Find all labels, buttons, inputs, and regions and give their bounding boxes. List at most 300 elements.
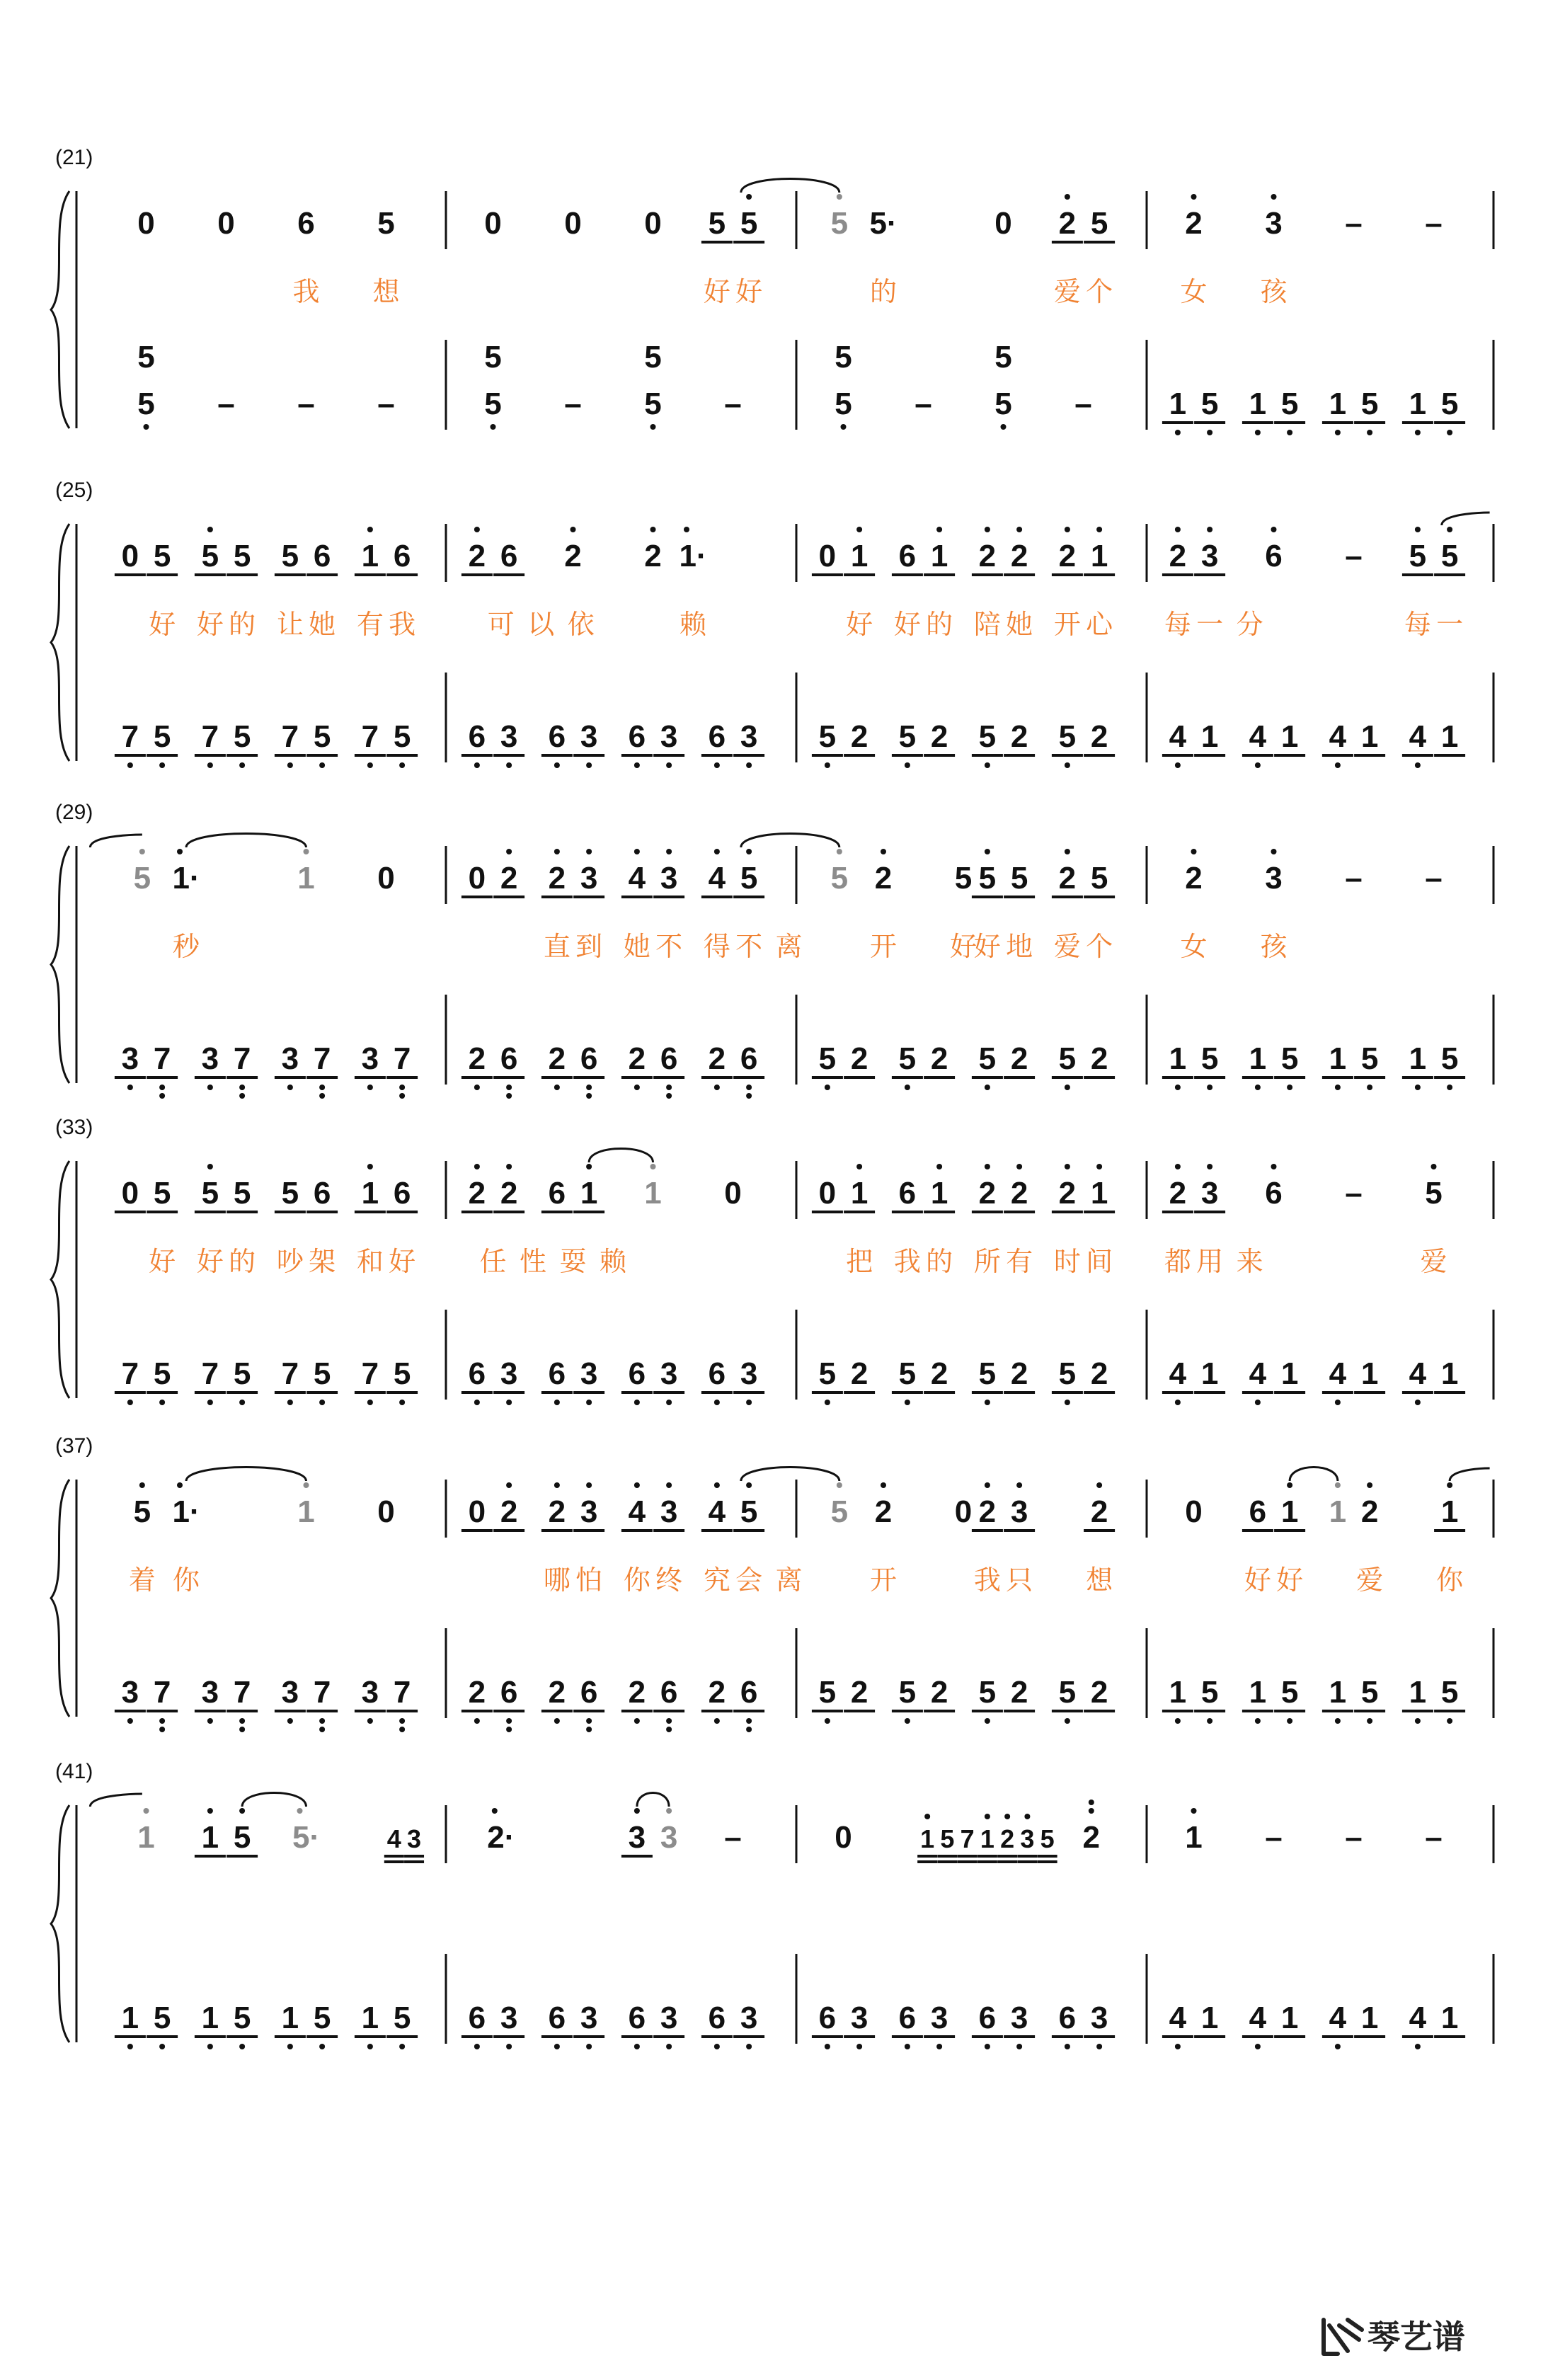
octave-down-dot: [159, 1085, 165, 1090]
lyric-syllable: 的: [869, 278, 898, 307]
octave-down-dot: [144, 424, 149, 430]
lyric-syllable: 可: [487, 610, 515, 640]
octave-down-dot: [1255, 1400, 1261, 1405]
octave-up-dot: [177, 1482, 183, 1488]
jianpu-note: 1: [361, 539, 379, 573]
jianpu-note: 6: [313, 539, 331, 573]
octave-down-dot: [287, 1718, 293, 1724]
jianpu-note: 5: [1040, 1824, 1055, 1853]
jianpu-note: 6: [548, 1356, 566, 1391]
jianpu-note: 0: [121, 1176, 139, 1211]
octave-down-dot: [319, 1093, 325, 1099]
jianpu-note: 4: [1169, 719, 1187, 754]
jianpu-note: 1: [361, 1176, 379, 1211]
lyric-syllable: 不: [655, 932, 683, 962]
octave-down-dot: [634, 2044, 640, 2049]
octave-up-dot: [1431, 1164, 1437, 1169]
slur: [1290, 1468, 1338, 1482]
measure-number: (29): [55, 801, 93, 824]
jianpu-note: 6: [313, 1176, 331, 1211]
jianpu-note: 4: [1169, 2001, 1187, 2035]
jianpu-note: 1: [1169, 1675, 1187, 1710]
slur: [741, 1468, 839, 1482]
octave-down-dot: [586, 2044, 592, 2049]
jianpu-note: 1: [1090, 539, 1108, 573]
octave-down-dot: [319, 1718, 325, 1724]
octave-down-dot: [905, 2044, 910, 2049]
jianpu-note: 2: [1169, 1176, 1187, 1211]
jianpu-note: 2: [468, 1675, 486, 1710]
octave-down-dot: [586, 1400, 592, 1405]
octave-down-dot: [586, 1727, 592, 1732]
octave-down-dot: [905, 1085, 910, 1090]
jianpu-note: 2: [548, 1675, 566, 1710]
lyric-syllable: 想: [372, 278, 400, 307]
octave-down-dot: [127, 1085, 133, 1090]
jianpu-note: 2: [978, 539, 997, 573]
jianpu-note: 5: [1010, 861, 1028, 896]
lyric-syllable: 让: [276, 610, 304, 640]
score-system: [51, 801, 1493, 1085]
jianpu-note: 5: [1425, 1176, 1443, 1211]
octave-down-dot: [319, 1727, 325, 1732]
jianpu-note: 1: [1200, 2001, 1219, 2035]
jianpu-note: 7: [281, 719, 299, 754]
jianpu-note: 1: [1169, 387, 1187, 421]
jianpu-note: –: [1345, 1176, 1363, 1211]
octave-down-dot: [506, 762, 512, 768]
jianpu-note: 7: [233, 1041, 251, 1076]
jianpu-note: 5: [281, 539, 299, 573]
octave-down-dot: [714, 2044, 720, 2049]
jianpu-note: 1: [1249, 1675, 1267, 1710]
octave-up-dot: [571, 527, 576, 532]
octave-up-dot: [1024, 1814, 1030, 1819]
octave-down-dot: [159, 762, 165, 768]
jianpu-note: –: [217, 387, 235, 421]
jianpu-note: 6: [708, 2001, 726, 2035]
jianpu-note: 5: [644, 387, 662, 421]
jianpu-note: 1: [297, 861, 315, 896]
lyric-syllable: 得: [703, 932, 730, 962]
jianpu-note: 2: [874, 1494, 893, 1529]
octave-up-dot: [936, 527, 942, 532]
octave-down-dot: [985, 762, 990, 768]
lyric-syllable: 孩: [1260, 278, 1288, 307]
octave-up-dot: [1004, 1814, 1010, 1819]
measure-number: (37): [55, 1434, 93, 1458]
jianpu-note: 5·: [869, 206, 898, 241]
octave-down-dot: [1175, 1718, 1181, 1724]
octave-down-dot: [506, 1093, 512, 1099]
octave-up-dot: [837, 1482, 842, 1488]
jianpu-note: 5·: [292, 1820, 321, 1855]
logo-mark-icon: [1324, 2320, 1362, 2354]
jianpu-note: 2: [874, 861, 893, 896]
lyric-syllable: 把: [846, 1247, 873, 1277]
jianpu-note: 2: [500, 1176, 518, 1211]
octave-down-dot: [399, 1093, 405, 1099]
octave-up-dot: [837, 194, 842, 200]
octave-down-dot: [506, 1085, 512, 1090]
octave-up-dot: [714, 849, 720, 854]
jianpu-note: 5: [1440, 539, 1459, 573]
lyric-syllable: 好: [1276, 1566, 1304, 1596]
lyric-syllable: 耍: [559, 1247, 587, 1277]
slur: [589, 1149, 653, 1163]
jianpu-note: 5: [1409, 539, 1427, 573]
lyric-syllable: 好: [149, 610, 176, 640]
octave-down-dot: [1367, 1718, 1372, 1724]
octave-up-dot: [666, 849, 672, 854]
jianpu-note: 3: [500, 2001, 518, 2035]
octave-down-dot: [825, 2044, 830, 2049]
jianpu-note: 7: [121, 719, 139, 754]
jianpu-note: 5: [153, 1356, 171, 1391]
slur: [186, 1468, 306, 1482]
lyric-syllable: 心: [1086, 610, 1113, 640]
lyric-syllable: 直: [543, 932, 571, 962]
octave-up-dot: [1191, 849, 1197, 854]
jianpu-note: 5: [153, 2001, 171, 2035]
jianpu-note: 5: [153, 719, 171, 754]
jianpu-note: –: [915, 387, 932, 421]
jianpu-note: 1: [1200, 1356, 1219, 1391]
jianpu-note: 1: [1440, 1356, 1459, 1391]
jianpu-note: 2: [1090, 1675, 1108, 1710]
qinyipu-logo: [1324, 2318, 1465, 2355]
octave-up-dot: [1016, 1164, 1022, 1169]
jianpu-note: 4: [1249, 1356, 1267, 1391]
lyric-syllable: 爱: [1053, 278, 1081, 307]
jianpu-note: 1: [1329, 1675, 1347, 1710]
jianpu-note: 1: [1200, 719, 1219, 754]
jianpu-note: 2: [500, 1494, 518, 1529]
jianpu-note: 2: [1185, 206, 1203, 241]
jianpu-note: 2: [1058, 861, 1077, 896]
octave-down-dot: [474, 1400, 480, 1405]
lyric-syllable: 我: [893, 1247, 921, 1277]
octave-up-dot: [1271, 1164, 1277, 1169]
jianpu-note: 3: [660, 861, 678, 896]
jianpu-note: 5: [830, 1494, 849, 1529]
lyric-syllable: 的: [229, 610, 256, 640]
jianpu-note: 3: [580, 2001, 598, 2035]
octave-down-dot: [825, 1718, 830, 1724]
jianpu-note: 1: [1249, 387, 1267, 421]
octave-down-dot: [746, 1727, 752, 1732]
jianpu-note: 6: [740, 1675, 758, 1710]
jianpu-note: 2: [978, 1494, 997, 1529]
jianpu-note: 5: [830, 861, 849, 896]
jianpu-note: 3: [407, 1824, 422, 1853]
octave-down-dot: [367, 1085, 373, 1090]
octave-up-dot: [924, 1814, 930, 1819]
lyric-syllable: 个: [1086, 278, 1113, 307]
jianpu-note: 2: [1010, 1041, 1028, 1076]
chord-upper-note: 5: [994, 340, 1012, 374]
octave-down-dot: [1255, 1718, 1261, 1724]
jianpu-note: 2: [1010, 1176, 1028, 1211]
lyric-syllable: 女: [1180, 278, 1208, 307]
jianpu-note: 4: [628, 1494, 646, 1529]
octave-up-dot: [586, 1482, 592, 1488]
octave-down-dot: [825, 762, 830, 768]
lyric-syllable: 着: [128, 1566, 156, 1596]
jianpu-note: 2: [548, 861, 566, 896]
octave-down-dot: [287, 762, 293, 768]
jianpu-note: 6: [898, 1176, 917, 1211]
chord-upper-note: 5: [137, 340, 155, 374]
jianpu-note: 1: [1329, 1041, 1347, 1076]
jianpu-note: 5: [233, 1176, 251, 1211]
jianpu-note: 1·: [172, 1494, 200, 1529]
jianpu-note: –: [1345, 539, 1363, 573]
octave-up-dot: [634, 1482, 640, 1488]
jianpu-note: 5: [313, 1356, 331, 1391]
jianpu-note: 5: [708, 206, 726, 241]
octave-down-dot: [905, 1400, 910, 1405]
octave-down-dot: [1415, 1400, 1421, 1405]
grand-staff-brace: [51, 1480, 69, 1717]
jianpu-note: 2: [468, 539, 486, 573]
lyric-syllable: 用: [1196, 1247, 1224, 1277]
jianpu-note: 6: [628, 1356, 646, 1391]
jianpu-note: 1: [201, 1820, 219, 1855]
jianpu-note: 2: [1360, 1494, 1379, 1529]
octave-down-dot: [207, 1400, 213, 1405]
jianpu-note: 1: [1169, 1041, 1187, 1076]
octave-down-dot: [506, 1400, 512, 1405]
octave-down-dot: [985, 1085, 990, 1090]
jianpu-note: 0: [377, 861, 395, 896]
octave-up-dot: [985, 527, 990, 532]
octave-down-dot: [159, 1727, 165, 1732]
jianpu-note: 6: [818, 2001, 837, 2035]
lyric-syllable: 你: [1436, 1566, 1464, 1596]
octave-up-dot: [207, 527, 213, 532]
jianpu-note: 3: [281, 1675, 299, 1710]
jianpu-note: 5: [393, 2001, 411, 2035]
jianpu-note: 0: [468, 861, 486, 896]
lyric-syllable: 好: [893, 610, 921, 640]
jianpu-note: 5: [978, 1356, 997, 1391]
jianpu-note: 3: [628, 1820, 646, 1855]
octave-down-dot: [666, 762, 672, 768]
lyric-syllable: 离: [775, 932, 803, 962]
jianpu-note: 6: [708, 719, 726, 754]
jianpu-note: 6: [500, 1041, 518, 1076]
octave-down-dot: [474, 1085, 480, 1090]
slur: [90, 1794, 142, 1807]
lyric-syllable: 我: [389, 610, 416, 640]
jianpu-note: 1: [1440, 719, 1459, 754]
octave-down-dot: [746, 1085, 752, 1090]
octave-down-dot: [554, 1400, 560, 1405]
jianpu-note: 0: [377, 1494, 395, 1529]
jianpu-note: 1: [1185, 1820, 1203, 1855]
octave-up-dot: [304, 849, 309, 854]
jianpu-note: –: [1074, 387, 1092, 421]
jianpu-note: 7: [960, 1824, 975, 1853]
octave-up-dot: [881, 849, 886, 854]
jianpu-note: 5: [978, 861, 997, 896]
jianpu-note: 6: [468, 1356, 486, 1391]
lyric-syllable: 离: [775, 1566, 803, 1596]
jianpu-note: 4: [708, 861, 726, 896]
jianpu-note: 1: [1409, 387, 1427, 421]
octave-up-dot: [139, 849, 145, 854]
octave-down-dot: [159, 1718, 165, 1724]
jianpu-note: 6: [898, 2001, 917, 2035]
jianpu-note: 6: [628, 719, 646, 754]
octave-up-dot: [1065, 194, 1070, 200]
jianpu-note: 7: [201, 1356, 219, 1391]
lyric-syllable: 我: [292, 278, 320, 307]
octave-down-dot: [1175, 1400, 1181, 1405]
jianpu-note: 5: [281, 1176, 299, 1211]
octave-down-dot: [714, 1718, 720, 1724]
jianpu-note: 5: [313, 2001, 331, 2035]
jianpu-note: 1: [1280, 1356, 1299, 1391]
jianpu-note: 1: [920, 1824, 935, 1853]
octave-down-dot: [1335, 762, 1341, 768]
jianpu-note: 3: [361, 1041, 379, 1076]
octave-up-dot: [1207, 527, 1212, 532]
jianpu-note: –: [724, 1820, 742, 1855]
lyric-syllable: 究: [703, 1566, 730, 1596]
octave-up-dot: [1367, 1482, 1372, 1488]
jianpu-note: 3: [740, 2001, 758, 2035]
octave-down-dot: [586, 762, 592, 768]
lyric-syllable: 依: [567, 610, 595, 640]
octave-down-dot: [474, 2044, 480, 2049]
jianpu-note: –: [377, 387, 395, 421]
jianpu-note: 2: [468, 1041, 486, 1076]
octave-up-dot: [1096, 1482, 1102, 1488]
slur: [242, 1793, 306, 1807]
jianpu-note: 5: [1280, 387, 1299, 421]
jianpu-note: 5: [137, 387, 155, 421]
octave-down-dot: [367, 1718, 373, 1724]
lyric-syllable: 陪: [973, 610, 1001, 640]
lyric-syllable: 想: [1086, 1566, 1113, 1596]
octave-up-dot: [207, 1164, 213, 1169]
jianpu-note: 3: [660, 1356, 678, 1391]
octave-down-dot: [1287, 1085, 1292, 1090]
jianpu-note: 3: [580, 861, 598, 896]
octave-down-dot: [367, 1400, 373, 1405]
octave-up-dot: [1271, 849, 1277, 854]
octave-down-dot: [985, 1718, 990, 1724]
jianpu-note: 7: [313, 1041, 331, 1076]
lyric-syllable: 以: [527, 610, 555, 640]
jianpu-note: 2: [930, 719, 948, 754]
jianpu-note: 5: [393, 1356, 411, 1391]
octave-down-dot: [634, 1085, 640, 1090]
jianpu-note: 3: [361, 1675, 379, 1710]
jianpu-note: 3: [281, 1041, 299, 1076]
jianpu-note: 2: [1090, 1356, 1108, 1391]
octave-down-dot: [666, 1718, 672, 1724]
octave-up-dot: [1335, 1482, 1341, 1488]
octave-up-dot: [1065, 527, 1070, 532]
octave-up-dot: [936, 1164, 942, 1169]
jianpu-note: 1: [1440, 1494, 1459, 1529]
octave-up-dot: [474, 1164, 480, 1169]
lyric-syllable: 开: [869, 932, 898, 962]
octave-down-dot: [1367, 1085, 1372, 1090]
jianpu-note: 1·: [172, 861, 200, 896]
octave-down-dot: [1255, 762, 1261, 768]
chord-upper-note: 5: [484, 340, 502, 374]
jianpu-note: –: [1265, 1820, 1283, 1855]
jianpu-note: 2: [1090, 1041, 1108, 1076]
octave-down-dot: [1335, 2044, 1341, 2049]
measure-number: (21): [55, 146, 93, 169]
jianpu-note: 1: [1249, 1041, 1267, 1076]
lyric-syllable: 有: [1006, 1247, 1033, 1277]
octave-up-dot: [1447, 1482, 1452, 1488]
jianpu-note: 6: [1265, 539, 1283, 573]
jianpu-note: 5: [233, 2001, 251, 2035]
jianpu-note: –: [297, 387, 315, 421]
octave-down-dot: [239, 1718, 245, 1724]
octave-down-dot: [1065, 1085, 1070, 1090]
jianpu-note: 2: [628, 1041, 646, 1076]
octave-up-dot: [554, 849, 560, 854]
jianpu-note: 5: [1360, 1675, 1379, 1710]
lyric-syllable: 爱: [1356, 1566, 1384, 1596]
jianpu-note: 5: [153, 539, 171, 573]
jianpu-note: 7: [153, 1041, 171, 1076]
lyric-syllable: 任: [479, 1247, 507, 1277]
lyric-syllable: 好: [389, 1247, 416, 1277]
jianpu-note: 1: [201, 2001, 219, 2035]
octave-up-dot: [666, 1482, 672, 1488]
jianpu-note: 7: [281, 1356, 299, 1391]
jianpu-note: 3: [740, 1356, 758, 1391]
jianpu-note: 4: [1329, 719, 1347, 754]
jianpu-note: 3: [930, 2001, 948, 2035]
score-system: [51, 1760, 1493, 2044]
octave-up-dot: [177, 849, 183, 854]
jianpu-note: 4: [386, 1824, 401, 1853]
lyric-syllable: 她: [1006, 610, 1033, 640]
jianpu-note: 1: [930, 539, 948, 573]
octave-down-dot: [1447, 430, 1452, 435]
jianpu-note: 2·: [487, 1820, 515, 1855]
jianpu-note: 4: [708, 1494, 726, 1529]
octave-down-dot: [666, 1400, 672, 1405]
lyric-syllable: 的: [926, 1247, 953, 1277]
lyric-syllable: 每: [1404, 610, 1431, 640]
jianpu-note: 5: [978, 719, 997, 754]
jianpu-note: 5: [818, 719, 837, 754]
jianpu-note: 3: [500, 719, 518, 754]
octave-down-dot: [1255, 430, 1261, 435]
lyric-syllable: 秒: [172, 932, 200, 962]
lyric-syllable: 开: [1053, 610, 1081, 640]
jianpu-note: 7: [153, 1675, 171, 1710]
octave-down-dot: [554, 1718, 560, 1724]
jianpu-note: 2: [628, 1675, 646, 1710]
jianpu-note: 3: [121, 1041, 139, 1076]
octave-down-dot: [1415, 430, 1421, 435]
octave-down-dot: [1096, 2044, 1102, 2049]
jianpu-note: 4: [1329, 2001, 1347, 2035]
octave-down-dot: [127, 1400, 133, 1405]
